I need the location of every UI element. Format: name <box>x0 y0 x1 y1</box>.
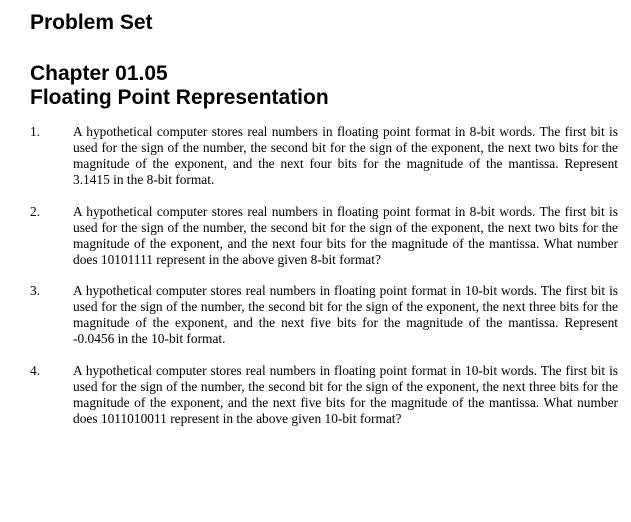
problem-text: A hypothetical computer stores real numbers in floating point format in 8-bit words. The first bit is used for the sign of the number, the second bit for the sign of the exponent, the next two bits for the magnitude of the exponent, and the next four bits for the magnitude of the mantissa. What number does 10101111 represent in the above given 8-bit format? <box>73 203 618 267</box>
problem-number: 3. <box>30 283 41 298</box>
problem-item <box>30 283 618 347</box>
problem-item <box>30 124 618 188</box>
problem-number: 1. <box>30 124 41 139</box>
problem-item <box>30 204 618 268</box>
document-title: Problem Set <box>30 11 153 34</box>
chapter-number: Chapter 01.05 <box>30 62 168 85</box>
problem-text: A hypothetical computer stores real numbers in floating point format in 8-bit words. The first bit is used for the sign of the number, the second bit for the sign of the exponent, the next two bits for the magnitude of the exponent, and the next four bits for the magnitude of the mantissa. Represent 3.1415 in the 8-bit format. <box>73 124 618 187</box>
problem-list <box>30 124 618 442</box>
problem-text: A hypothetical computer stores real numbers in floating point format in 10-bit words. The first bit is used for the sign of the number, the second bit for the sign of the exponent, the next three bits for the magnitude of the exponent, and the next five bits for the magnitude of the mantissa. What number does 1011010011 represent in the above given 10-bit format? <box>73 362 618 426</box>
problem-item <box>30 363 618 427</box>
chapter-subtitle: Floating Point Representation <box>30 86 329 109</box>
problem-number: 4. <box>30 362 41 378</box>
problem-number: 2. <box>30 203 41 219</box>
chapter-heading <box>30 62 329 110</box>
problem-text: A hypothetical computer stores real numbers in floating point format in 10-bit words. The first bit is used for the sign of the number, the second bit for the sign of the exponent, the next three bits for the magnitude of the exponent, and the next five bits for the magnitude of the mantissa. Represent -0.0456 in the 10-bit format. <box>73 283 618 346</box>
